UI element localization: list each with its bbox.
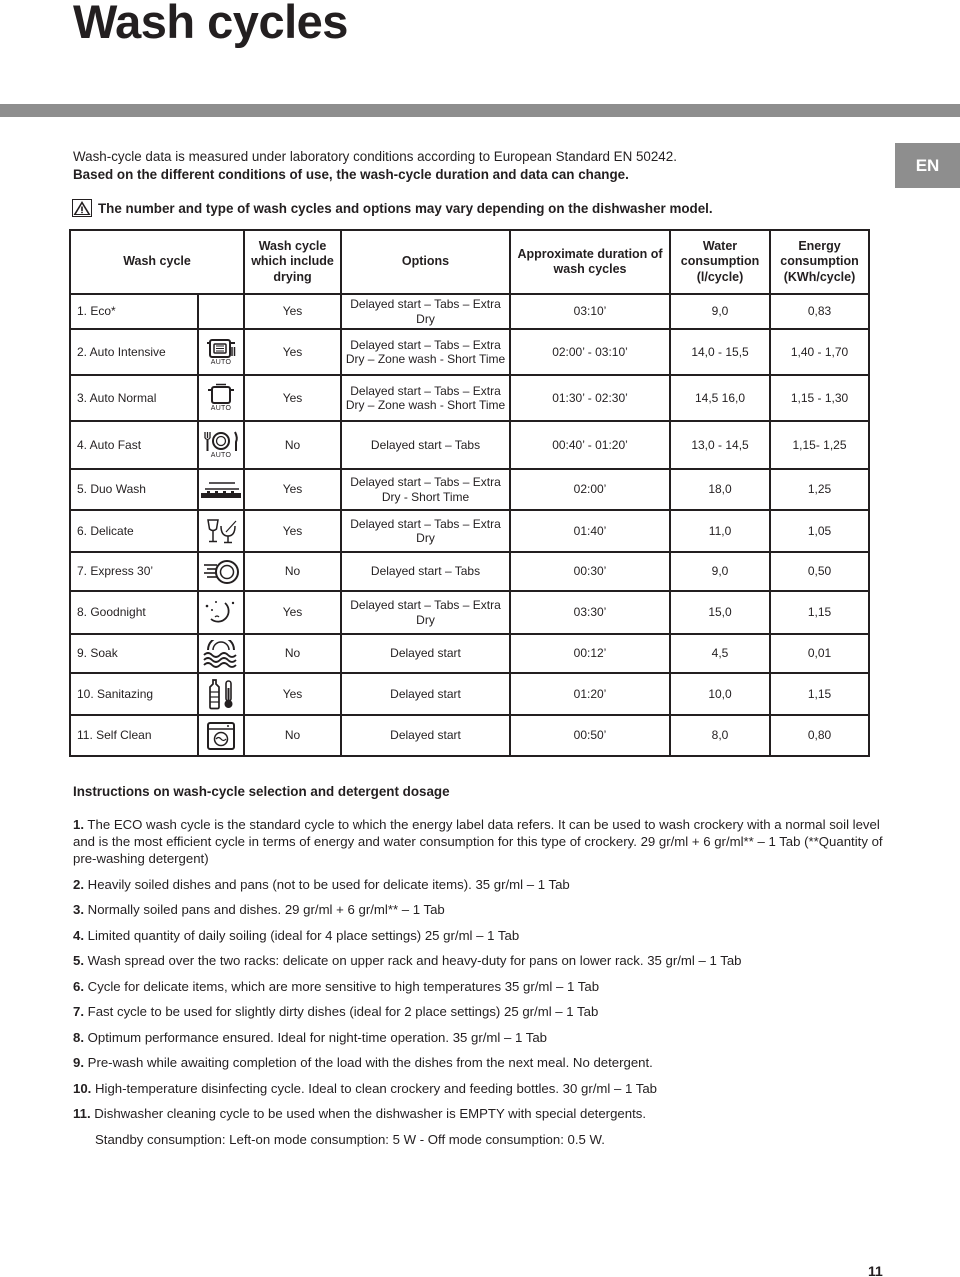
cycle-name: 6. Delicate [70, 510, 198, 552]
cycle-name: 3. Auto Normal [70, 375, 198, 421]
instruction-text: Limited quantity of daily soiling (ideal for 4 place settings) 25 gr/ml – 1 Tab [84, 927, 520, 943]
instruction-item [73, 1003, 885, 1020]
self-clean-dishwasher-icon [206, 721, 236, 751]
instruction-item [73, 816, 885, 867]
drying-value: No [244, 634, 341, 673]
water-value: 10,0 [670, 673, 770, 715]
instruction-number: 7. [73, 1004, 84, 1019]
duration-value: 01:40’ [510, 510, 670, 552]
duration-value: 00:50’ [510, 715, 670, 756]
table-row [70, 673, 869, 715]
wine-glass-icon [204, 518, 238, 544]
cycle-name: 4. Auto Fast [70, 421, 198, 469]
table-row [70, 421, 869, 469]
instruction-item [73, 1054, 885, 1071]
instruction-item [73, 901, 885, 918]
duration-value: 00:12’ [510, 634, 670, 673]
options-value: Delayed start – Tabs [341, 552, 510, 591]
duration-value: 00:30’ [510, 552, 670, 591]
water-value: 18,0 [670, 469, 770, 510]
energy-value: 1,15 [770, 673, 869, 715]
table-row [70, 375, 869, 421]
table-row [70, 634, 869, 673]
intro-text [73, 148, 677, 184]
duration-value: 03:30’ [510, 591, 670, 634]
water-value: 11,0 [670, 510, 770, 552]
instructions-section [73, 783, 885, 1156]
header-energy: Energy consumption (KWh/cycle) [770, 230, 869, 294]
table-row [70, 552, 869, 591]
duration-value: 00:40’ - 01:20’ [510, 421, 670, 469]
fork-plate-knife-icon [201, 430, 241, 452]
options-value: Delayed start – Tabs – Extra Dry - Short Time [341, 469, 510, 510]
table-row [70, 591, 869, 634]
table-row [70, 510, 869, 552]
warning-text: The number and type of wash cycles and options may vary depending on the dishwasher model. [98, 200, 713, 216]
energy-value: 0,50 [770, 552, 869, 591]
drying-value: No [244, 715, 341, 756]
instruction-number: 10. [73, 1080, 92, 1096]
energy-value: 0,01 [770, 634, 869, 673]
drying-value: Yes [244, 510, 341, 552]
instruction-text: Normally soiled pans and dishes. 29 gr/ml + 6 gr/ml** – 1 Tab [84, 902, 445, 917]
auto-label: AUTO [210, 405, 232, 412]
water-value: 13,0 - 14,5 [670, 421, 770, 469]
duration-value: 02:00’ [510, 469, 670, 510]
title-rule [0, 104, 960, 117]
instruction-item [73, 1080, 885, 1097]
instruction-text: The ECO wash cycle is the standard cycle to which the energy label data refers. It can be used to wash crockery with a normal soil level and is the most efficient cycle in terms of energy and water consumption for this type of crockery. 29 gr/ml + 6 gr/ml** – 1 Tab (**Quantity of pre-washing detergent) [73, 817, 883, 866]
drying-value: Yes [244, 673, 341, 715]
drying-value: Yes [244, 329, 341, 375]
cycle-name: 10. Sanitazing [70, 673, 198, 715]
auto-label: AUTO [210, 359, 232, 366]
duration-value: 02:00’ - 03:10’ [510, 329, 670, 375]
table-row [70, 294, 869, 329]
auto-label: AUTO [210, 452, 232, 459]
instruction-text: Optimum performance ensured. Ideal for night-time operation. 35 gr/ml – 1 Tab [84, 1029, 548, 1045]
moon-stars-icon [203, 599, 239, 627]
options-value: Delayed start – Tabs – Extra Dry – Zone wash - Short Time [341, 329, 510, 375]
intro-line-2: Based on the different conditions of use, the wash-cycle duration and data can change. [73, 167, 629, 182]
instruction-number: 3. [73, 902, 84, 917]
instruction-text: Cycle for delicate items, which are more sensitive to high temperatures 35 gr/ml – 1 Tab [84, 978, 600, 994]
drying-value: No [244, 552, 341, 591]
instruction-number: 2. [73, 876, 84, 892]
standby-consumption: Standby consumption: Left-on mode consumption: 5 W - Off mode consumption: 0.5 W. [95, 1131, 605, 1147]
heavy-pan-icon [205, 337, 237, 359]
intro-line-1: Wash-cycle data is measured under laboratory conditions according to European Standard EN 50242. [73, 149, 677, 164]
energy-value: 0,80 [770, 715, 869, 756]
instruction-text: Dishwasher cleaning cycle to be used when the dishwasher is EMPTY with special detergents. [90, 1106, 646, 1121]
duo-racks-icon [199, 480, 243, 500]
header-water: Water consumption (l/cycle) [670, 230, 770, 294]
header-drying: Wash cycle which include drying [244, 230, 341, 294]
baby-bottle-thermometer-icon [204, 678, 238, 710]
cycle-name: 8. Goodnight [70, 591, 198, 634]
instruction-number: 4. [73, 927, 84, 943]
energy-value: 1,05 [770, 510, 869, 552]
options-value: Delayed start – Tabs – Extra Dry [341, 510, 510, 552]
drying-value: Yes [244, 375, 341, 421]
table-row [70, 715, 869, 756]
page-title: Wash cycles [73, 0, 348, 48]
energy-value: 1,15 [770, 591, 869, 634]
options-value: Delayed start – Tabs – Extra Dry – Zone wash - Short Time [341, 375, 510, 421]
instruction-item [73, 1029, 885, 1046]
instruction-item [73, 952, 885, 969]
header-duration: Approximate duration of wash cycles [510, 230, 670, 294]
instruction-item [73, 1105, 885, 1122]
instruction-item [73, 978, 885, 995]
instruction-number: 9. [73, 1055, 84, 1070]
cycle-name: 9. Soak [70, 634, 198, 673]
table-row [70, 469, 869, 510]
express-plate-icon [201, 559, 241, 585]
duration-value: 03:10’ [510, 294, 670, 329]
drying-value: Yes [244, 469, 341, 510]
energy-value: 1,25 [770, 469, 869, 510]
energy-value: 1,15- 1,25 [770, 421, 869, 469]
energy-value: 1,40 - 1,70 [770, 329, 869, 375]
header-options: Options [341, 230, 510, 294]
instruction-number: 5. [73, 953, 84, 968]
instruction-text: Pre-wash while awaiting completion of the load with the dishes from the next meal. No detergent. [84, 1055, 653, 1070]
instruction-text: Fast cycle to be used for slightly dirty dishes (ideal for 2 place settings) 25 gr/ml – 1 Tab [84, 1004, 599, 1019]
cycle-name: 5. Duo Wash [70, 469, 198, 510]
instruction-number: 8. [73, 1029, 84, 1045]
instruction-text: Wash spread over the two racks: delicate on upper rack and heavy-duty for pans on lower rack. 35 gr/ml – 1 Tab [84, 953, 742, 968]
water-value: 8,0 [670, 715, 770, 756]
instruction-text: High-temperature disinfecting cycle. Ideal to clean crockery and feeding bottles. 30 gr/ml – 1 Tab [91, 1080, 658, 1096]
water-value: 14,0 - 15,5 [670, 329, 770, 375]
soak-waves-icon [202, 640, 240, 668]
options-value: Delayed start – Tabs – Extra Dry [341, 591, 510, 634]
pan-icon [206, 383, 236, 405]
warning-triangle-icon [72, 199, 92, 217]
page-number: 11 [868, 1263, 883, 1277]
options-value: Delayed start [341, 634, 510, 673]
instruction-item [73, 927, 885, 944]
duration-value: 01:20’ [510, 673, 670, 715]
drying-value: Yes [244, 591, 341, 634]
instruction-item [73, 876, 885, 893]
duration-value: 01:30’ - 02:30’ [510, 375, 670, 421]
cycle-name: 1. Eco* [70, 294, 198, 329]
cycle-name: 2. Auto Intensive [70, 329, 198, 375]
instruction-number: 1. [73, 817, 84, 832]
language-tab: EN [895, 143, 960, 188]
drying-value: Yes [244, 294, 341, 329]
water-value: 15,0 [670, 591, 770, 634]
water-value: 4,5 [670, 634, 770, 673]
instruction-text: Heavily soiled dishes and pans (not to be used for delicate items). 35 gr/ml – 1 Tab [84, 876, 570, 892]
options-value: Delayed start – Tabs – Extra Dry [341, 294, 510, 329]
wash-cycles-table [69, 229, 870, 757]
warning-note [72, 199, 713, 217]
water-value: 9,0 [670, 294, 770, 329]
energy-value: 1,15 - 1,30 [770, 375, 869, 421]
energy-value: 0,83 [770, 294, 869, 329]
options-value: Delayed start – Tabs [341, 421, 510, 469]
header-wash-cycle: Wash cycle [70, 230, 244, 294]
water-value: 14,5 16,0 [670, 375, 770, 421]
instructions-heading: Instructions on wash-cycle selection and detergent dosage [73, 784, 450, 799]
options-value: Delayed start [341, 673, 510, 715]
drying-value: No [244, 421, 341, 469]
instruction-number: 11. [73, 1106, 91, 1121]
cycle-name: 11. Self Clean [70, 715, 198, 756]
water-value: 9,0 [670, 552, 770, 591]
cycle-name: 7. Express 30’ [70, 552, 198, 591]
table-row [70, 329, 869, 375]
instruction-number: 6. [73, 978, 84, 994]
options-value: Delayed start [341, 715, 510, 756]
